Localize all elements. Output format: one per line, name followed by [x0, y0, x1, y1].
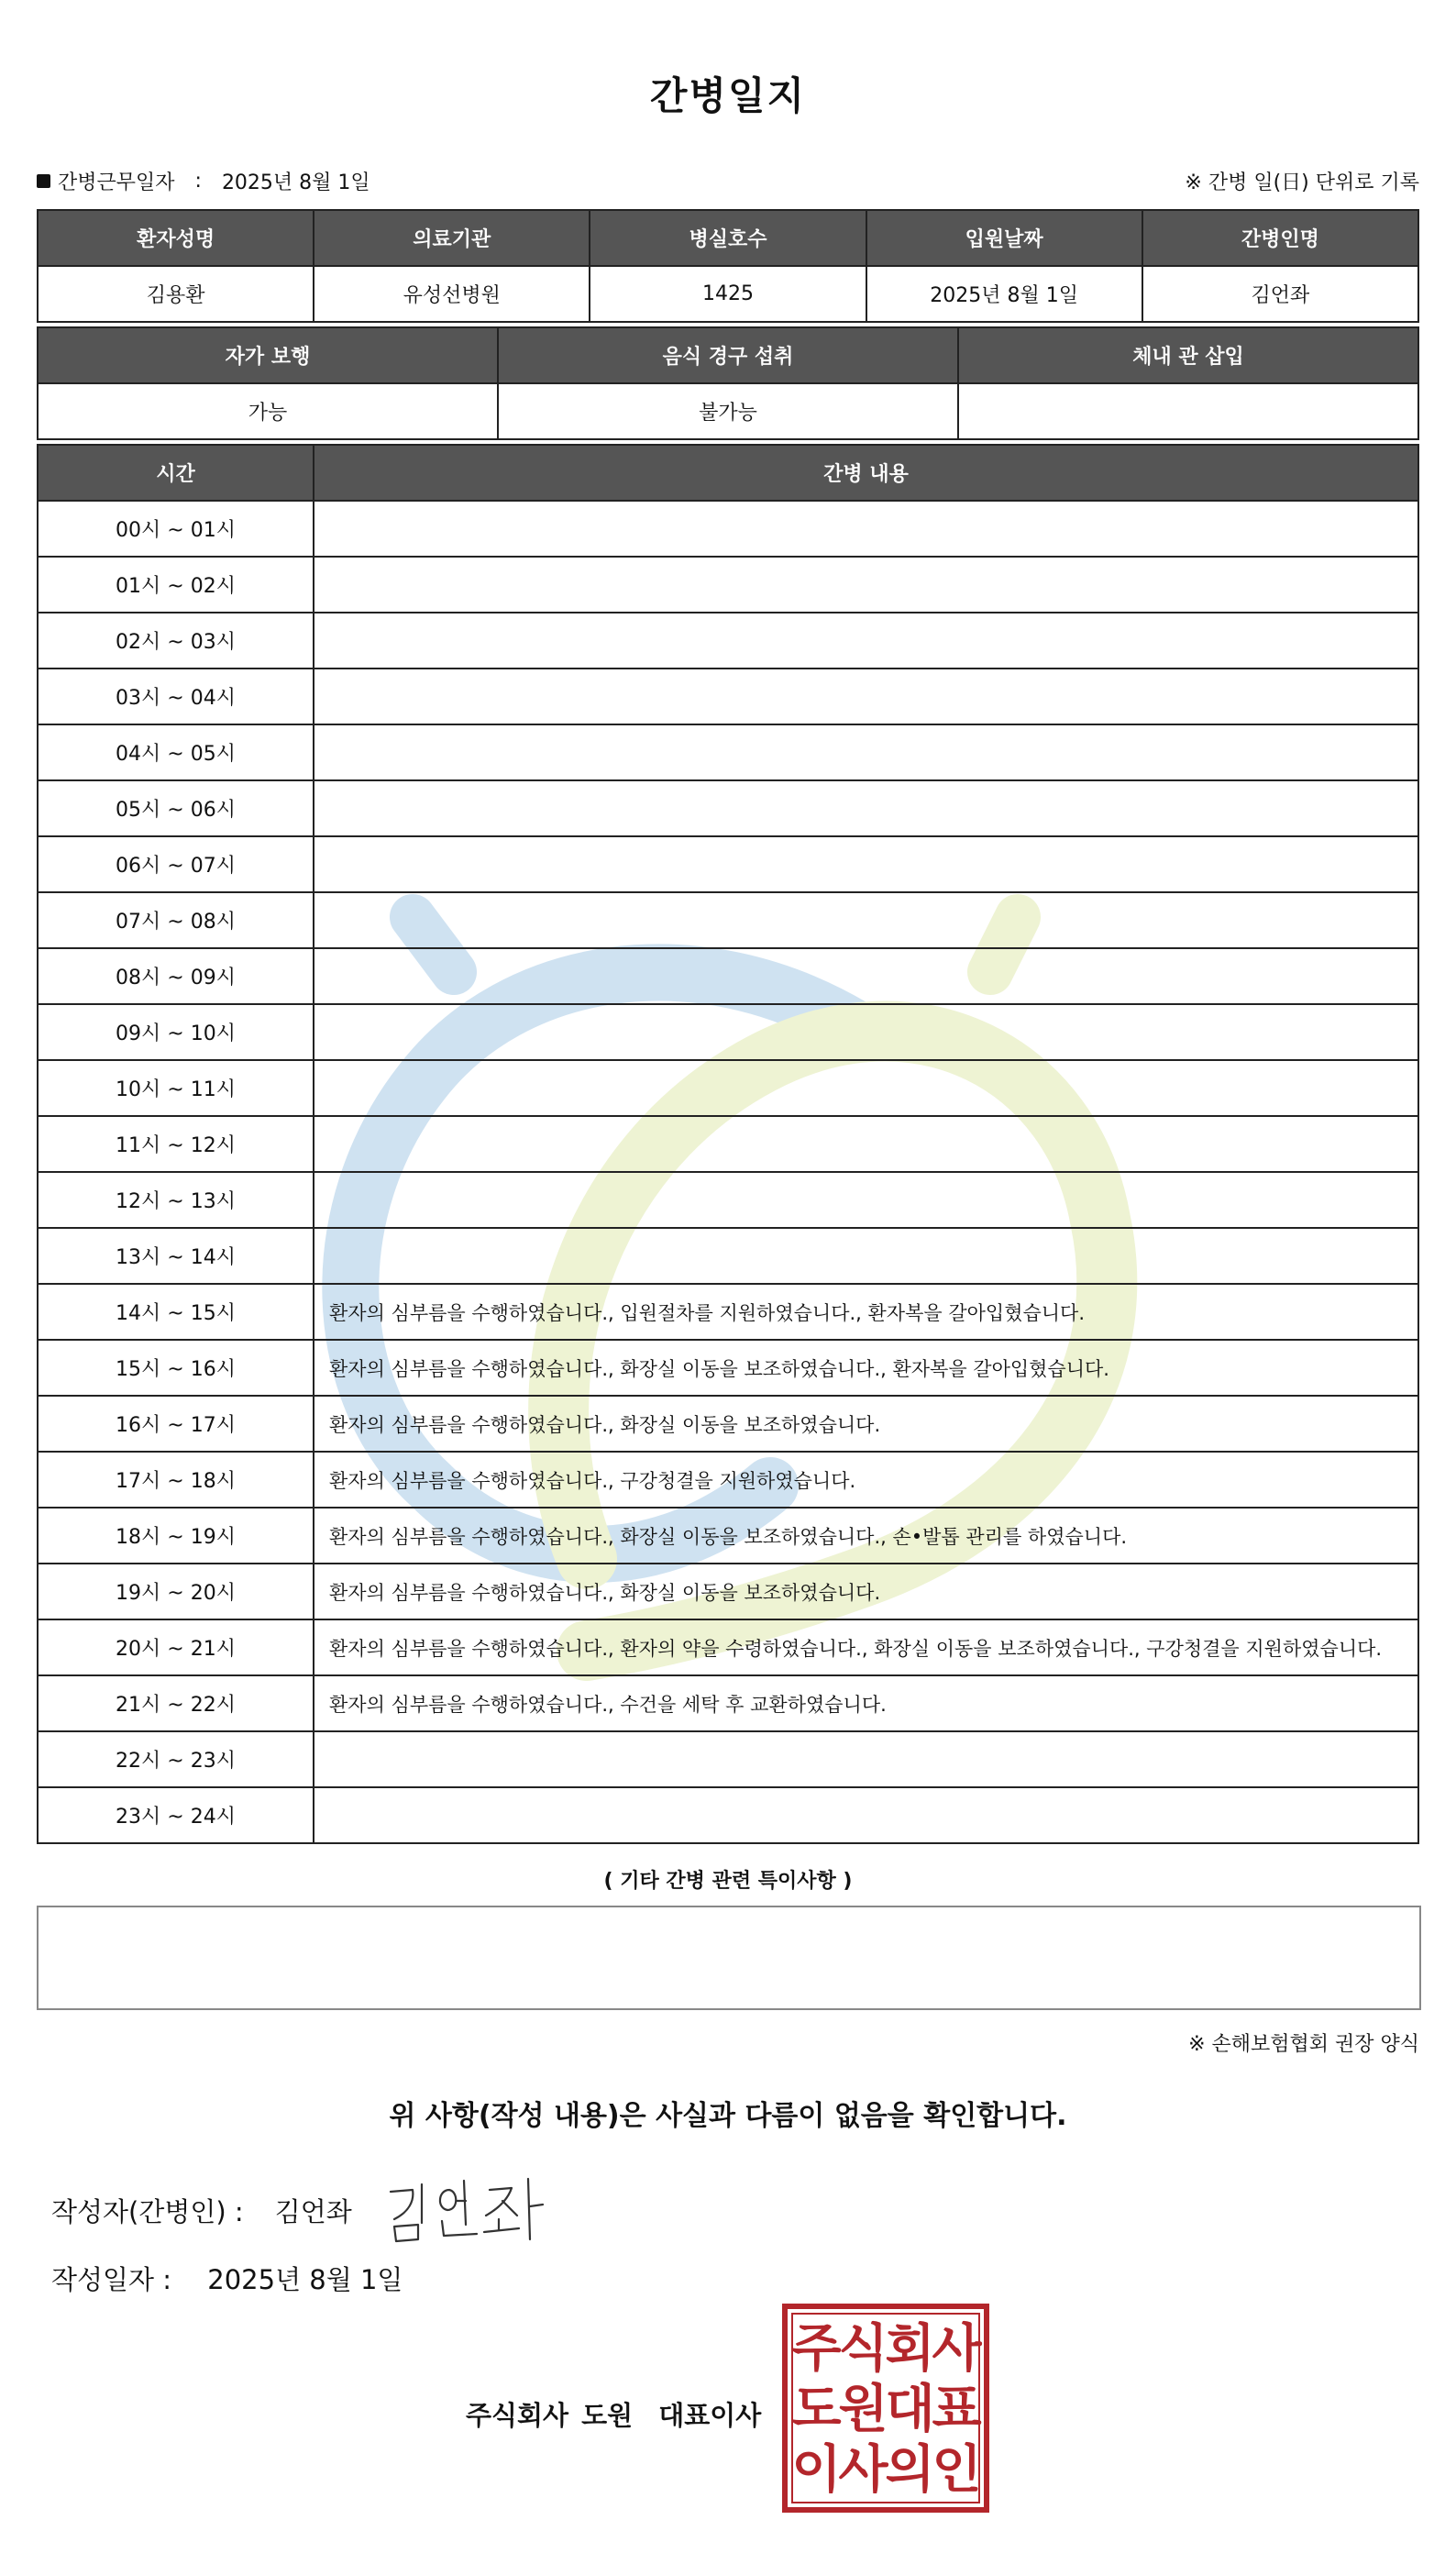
- header-admission-date: 입원날짜: [866, 210, 1142, 266]
- table-row: [38, 836, 1418, 892]
- care-content: 환자의 심부름을 수행하였습니다., 화장실 이동을 보조하였습니다.: [314, 1396, 1418, 1452]
- tube-insertion-value: [958, 383, 1418, 439]
- care-content: 환자의 심부름을 수행하였습니다., 화장실 이동을 보조하였습니다.: [314, 1564, 1418, 1619]
- table-row: [38, 1787, 1418, 1843]
- seal-glyph: 회: [885, 2319, 935, 2379]
- work-date-label: 간병근무일자: [58, 171, 175, 194]
- time-slot: 03시 ~ 04시: [38, 669, 314, 724]
- care-content: [314, 1731, 1418, 1787]
- table-row: [38, 1675, 1418, 1731]
- care-log-header-row: [38, 445, 1418, 501]
- header-room-number: 병실호수: [590, 210, 866, 266]
- table-row: [38, 1619, 1418, 1675]
- care-content: [314, 836, 1418, 892]
- table-row: [38, 1452, 1418, 1508]
- care-content: 환자의 심부름을 수행하였습니다., 화장실 이동을 보조하였습니다., 손•발톱 관리를 하였습니다.: [314, 1508, 1418, 1564]
- seal-glyph: 도: [791, 2380, 842, 2439]
- table-row: [38, 1731, 1418, 1787]
- table-row: [38, 1060, 1418, 1116]
- table-row: [38, 1172, 1418, 1228]
- table-row: [38, 1508, 1418, 1564]
- work-date-value: 2025년 8월 1일: [221, 171, 370, 194]
- company-name: 주식회사 도원: [466, 2400, 634, 2431]
- time-slot: 18시 ~ 19시: [38, 1508, 314, 1564]
- seal-glyph: 대: [885, 2380, 935, 2439]
- time-slot: 12시 ~ 13시: [38, 1172, 314, 1228]
- care-content: [314, 501, 1418, 557]
- care-content: 환자의 심부름을 수행하였습니다., 환자의 약을 수령하였습니다., 화장실 이동을 보조하였습니다., 구강청결을 지원하였습니다.: [314, 1619, 1418, 1675]
- company-seal-stamp: [782, 2304, 989, 2513]
- time-slot: 15시 ~ 16시: [38, 1340, 314, 1396]
- representative-title: 대표이사: [658, 2400, 762, 2431]
- time-slot: 07시 ~ 08시: [38, 892, 314, 948]
- header-caregiver-name: 간병인명: [1142, 210, 1418, 266]
- time-slot: 23시 ~ 24시: [38, 1787, 314, 1843]
- seal-glyph: 의: [885, 2440, 935, 2500]
- time-slot: 08시 ~ 09시: [38, 948, 314, 1004]
- writer-name: 김언좌: [274, 2196, 352, 2227]
- patient-info-value-row: [38, 266, 1418, 322]
- time-slot: 04시 ~ 05시: [38, 724, 314, 780]
- table-row: [38, 1228, 1418, 1284]
- form-source-note: ※ 손해보험협회 권장 양식: [1188, 2033, 1419, 2056]
- company-signature-line: [466, 2395, 761, 2433]
- seal-glyph: 식: [838, 2319, 888, 2379]
- care-content: [314, 948, 1418, 1004]
- remarks-label: ( 기타 간병 관련 특이사항 ): [603, 1870, 853, 1893]
- care-content: [314, 724, 1418, 780]
- caregiver-name: 김언좌: [1142, 266, 1418, 322]
- seal-glyph: 원: [838, 2380, 888, 2439]
- table-row: [38, 892, 1418, 948]
- room-number: 1425: [590, 266, 866, 322]
- hospital-name: 유성선병원: [314, 266, 590, 322]
- table-row: [38, 1004, 1418, 1060]
- care-content: [314, 557, 1418, 613]
- time-slot: 22시 ~ 23시: [38, 1731, 314, 1787]
- patient-info-header-row: [38, 210, 1418, 266]
- care-content: [314, 613, 1418, 669]
- work-date-separator: :: [194, 170, 202, 193]
- patient-name: 김용환: [38, 266, 314, 322]
- table-row: [38, 724, 1418, 780]
- seal-glyph: 인: [932, 2440, 982, 2500]
- time-slot: 00시 ~ 01시: [38, 501, 314, 557]
- oral-intake-value: 불가능: [498, 383, 958, 439]
- seal-glyph: 표: [932, 2380, 982, 2439]
- care-content: [314, 1060, 1418, 1116]
- care-content: 환자의 심부름을 수행하였습니다., 수건을 세탁 후 교환하였습니다.: [314, 1675, 1418, 1731]
- time-slot: 11시 ~ 12시: [38, 1116, 314, 1172]
- care-content: 환자의 심부름을 수행하였습니다., 입원절차를 지원하였습니다., 환자복을 갈아입혔습니다.: [314, 1284, 1418, 1340]
- time-slot: 10시 ~ 11시: [38, 1060, 314, 1116]
- patient-condition-header-row: [38, 327, 1418, 383]
- time-slot: 20시 ~ 21시: [38, 1619, 314, 1675]
- writer-label: 작성자(간병인) :: [51, 2196, 244, 2227]
- writer-line: [51, 2192, 352, 2229]
- time-slot: 17시 ~ 18시: [38, 1452, 314, 1508]
- time-slot: 14시 ~ 15시: [38, 1284, 314, 1340]
- write-date-label: 작성일자 :: [51, 2264, 172, 2295]
- page-title: 간병일지: [649, 73, 807, 118]
- time-slot: 13시 ~ 14시: [38, 1228, 314, 1284]
- care-content: 환자의 심부름을 수행하였습니다., 화장실 이동을 보조하였습니다., 환자복을 갈아입혔습니다.: [314, 1340, 1418, 1396]
- admission-date: 2025년 8월 1일: [866, 266, 1142, 322]
- header-time: 시간: [38, 445, 314, 501]
- square-bullet-icon: [37, 174, 50, 188]
- handwritten-signature: [381, 2166, 546, 2249]
- table-row: [38, 613, 1418, 669]
- self-walking-value: 가능: [38, 383, 498, 439]
- care-content: [314, 1228, 1418, 1284]
- header-oral-intake: 음식 경구 섭취: [498, 327, 958, 383]
- time-slot: 01시 ~ 02시: [38, 557, 314, 613]
- time-slot: 05시 ~ 06시: [38, 780, 314, 836]
- seal-glyph: 이: [791, 2440, 842, 2500]
- header-care-content: 간병 내용: [314, 445, 1418, 501]
- time-slot: 19시 ~ 20시: [38, 1564, 314, 1619]
- care-content: [314, 780, 1418, 836]
- header-tube-insertion: 체내 관 삽입: [958, 327, 1418, 383]
- care-content: [314, 669, 1418, 724]
- time-slot: 16시 ~ 17시: [38, 1396, 314, 1452]
- care-content: [314, 1004, 1418, 1060]
- table-row: [38, 1284, 1418, 1340]
- table-row: [38, 1116, 1418, 1172]
- time-slot: 21시 ~ 22시: [38, 1675, 314, 1731]
- confirmation-statement: 위 사항(작성 내용)은 사실과 다름이 없음을 확인합니다.: [389, 2100, 1067, 2132]
- seal-glyph: 주: [791, 2319, 842, 2379]
- care-content: [314, 892, 1418, 948]
- table-row: [38, 557, 1418, 613]
- care-content: 환자의 심부름을 수행하였습니다., 구강청결을 지원하였습니다.: [314, 1452, 1418, 1508]
- patient-condition-value-row: [38, 383, 1418, 439]
- header-hospital: 의료기관: [314, 210, 590, 266]
- table-row: [38, 1340, 1418, 1396]
- seal-glyph: 사: [838, 2440, 888, 2500]
- table-row: [38, 948, 1418, 1004]
- time-slot: 06시 ~ 07시: [38, 836, 314, 892]
- care-log-table: [37, 444, 1419, 1844]
- time-slot: 02시 ~ 03시: [38, 613, 314, 669]
- work-date-row: [37, 167, 370, 195]
- table-row: [38, 501, 1418, 557]
- care-content: [314, 1116, 1418, 1172]
- write-date-value: 2025년 8월 1일: [207, 2264, 403, 2295]
- seal-glyph: 사: [932, 2319, 982, 2379]
- patient-info-table: [37, 209, 1419, 323]
- header-patient-name: 환자성명: [38, 210, 314, 266]
- remarks-box: [37, 1906, 1421, 2010]
- table-row: [38, 780, 1418, 836]
- time-slot: 09시 ~ 10시: [38, 1004, 314, 1060]
- care-content: [314, 1172, 1418, 1228]
- table-row: [38, 1564, 1418, 1619]
- record-unit-note: ※ 간병 일(日) 단위로 기록: [1185, 171, 1419, 194]
- patient-condition-table: [37, 326, 1419, 440]
- table-row: [38, 669, 1418, 724]
- write-date-line: [51, 2260, 403, 2297]
- table-row: [38, 1396, 1418, 1452]
- header-self-walking: 자가 보행: [38, 327, 498, 383]
- care-content: [314, 1787, 1418, 1843]
